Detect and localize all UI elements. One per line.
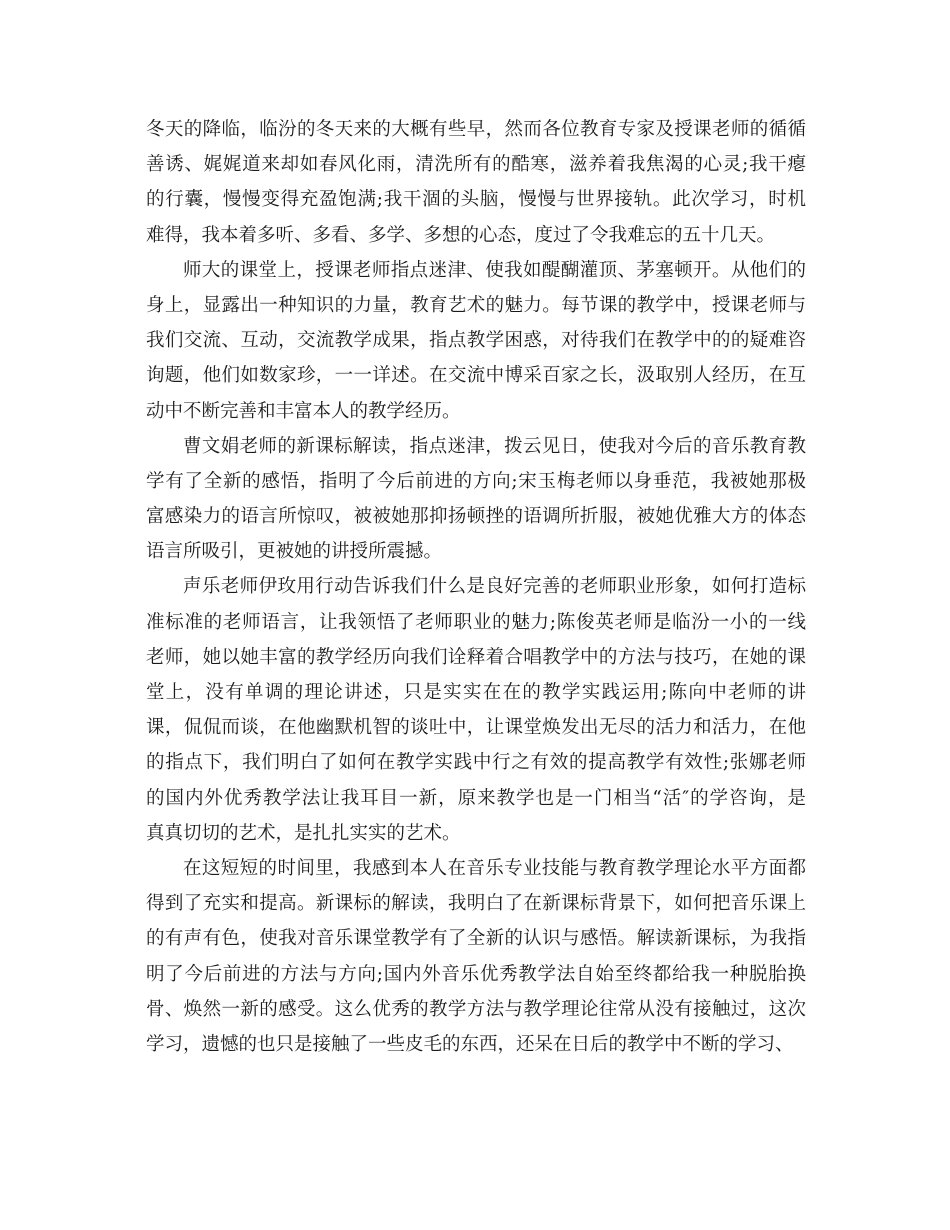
text-line: 老师，她以她丰富的教学经历向我们诠释着合唱教学中的方法与技巧，在她的课 (146, 646, 806, 668)
text-line: 声乐老师伊玫用行动告诉我们什么是良好完善的老师职业形象，如何打造标 (183, 576, 806, 598)
paragraph (146, 851, 806, 1062)
text-line: 真真切切的艺术，是扎扎实实的艺术。 (146, 822, 461, 844)
text-line: 的行囊，慢慢变得充盈饱满;我干涸的头脑，慢慢与世界接轨。此次学习，时机 (146, 189, 806, 211)
text-line: 动中不断完善和丰富本人的教学经历。 (146, 400, 461, 422)
text-line: 的国内外优秀教学法让我耳目一新，原来教学也是一门相当“活″的学咨询，是 (146, 787, 806, 809)
paragraph (146, 253, 806, 429)
text-line: 课，侃侃而谈，在他幽默机智的谈吐中，让课堂焕发出无尽的活力和活力，在他 (146, 717, 806, 739)
paragraph (146, 429, 806, 570)
text-line: 善诱、娓娓道来却如春风化雨，清洗所有的酷寒，滋养着我焦渴的心灵;我干瘪 (146, 154, 806, 176)
text-line: 学有了全新的感悟，指明了今后前进的方向;宋玉梅老师以身垂范，我被她那极 (146, 470, 806, 492)
text-line: 学习，遗憾的也只是接触了一些皮毛的东西，还呆在日后的教学中不断的学习、 (146, 1033, 794, 1055)
text-line: 准标准的老师语言，让我领悟了老师职业的魅力;陈俊英老师是临汾一小的一线 (146, 611, 806, 633)
text-line: 的指点下，我们明白了如何在教学实践中行之有效的提高教学有效性;张娜老师 (146, 752, 806, 774)
text-line: 身上，显露出一种知识的力量，教育艺术的魅力。每节课的教学中，授课老师与 (146, 294, 806, 316)
text-line: 堂上，没有单调的理论讲述，只是实实在在的教学实践运用;陈向中老师的讲 (146, 682, 806, 703)
paragraph (146, 112, 806, 253)
text-line: 得到了充实和提高。新课标的解读，我明白了在新课标背景下，如何把音乐课上 (146, 893, 806, 915)
text-line: 冬天的降临，临汾的冬天来的大概有些早，然而各位教育专家及授课老师的循循 (146, 119, 806, 140)
text-line: 的有声有色，使我对音乐课堂教学有了全新的认识与感悟。解读新课标，为我指 (146, 928, 806, 950)
text-line: 师大的课堂上，授课老师指点迷津、使我如醍醐灌顶、茅塞顿开。从他们的 (183, 259, 806, 281)
text-line: 在这短短的时间里，我感到本人在音乐专业技能与教育教学理论水平方面都 (183, 857, 806, 879)
document-body (146, 112, 806, 1062)
text-line: 难得，我本着多听、多看、多学、多想的心态，度过了令我难忘的五十几天。 (146, 224, 776, 246)
text-line: 语言所吸引，更被她的讲授所震撼。 (146, 541, 443, 563)
text-line: 我们交流、互动，交流教学成果，指点教学困惑，对待我们在教学中的的疑难咨 (146, 330, 806, 352)
text-line: 骨、焕然一新的感受。这么优秀的教学方法与教学理论往常从没有接触过，这次 (146, 998, 806, 1020)
text-line: 明了今后前进的方法与方向;国内外音乐优秀教学法自始至终都给我一种脱胎换 (146, 963, 806, 985)
paragraph (146, 569, 806, 851)
text-line: 询题，他们如数家珍，一一详述。在交流中博采百家之长，汲取别人经历，在互 (146, 365, 806, 387)
text-line: 曹文娟老师的新课标解读，指点迷津，拨云见日，使我对今后的音乐教育教 (183, 435, 806, 457)
text-line: 富感染力的语言所惊叹，被被她那抑扬顿挫的语调所折服，被她优雅大方的体态 (146, 506, 806, 528)
